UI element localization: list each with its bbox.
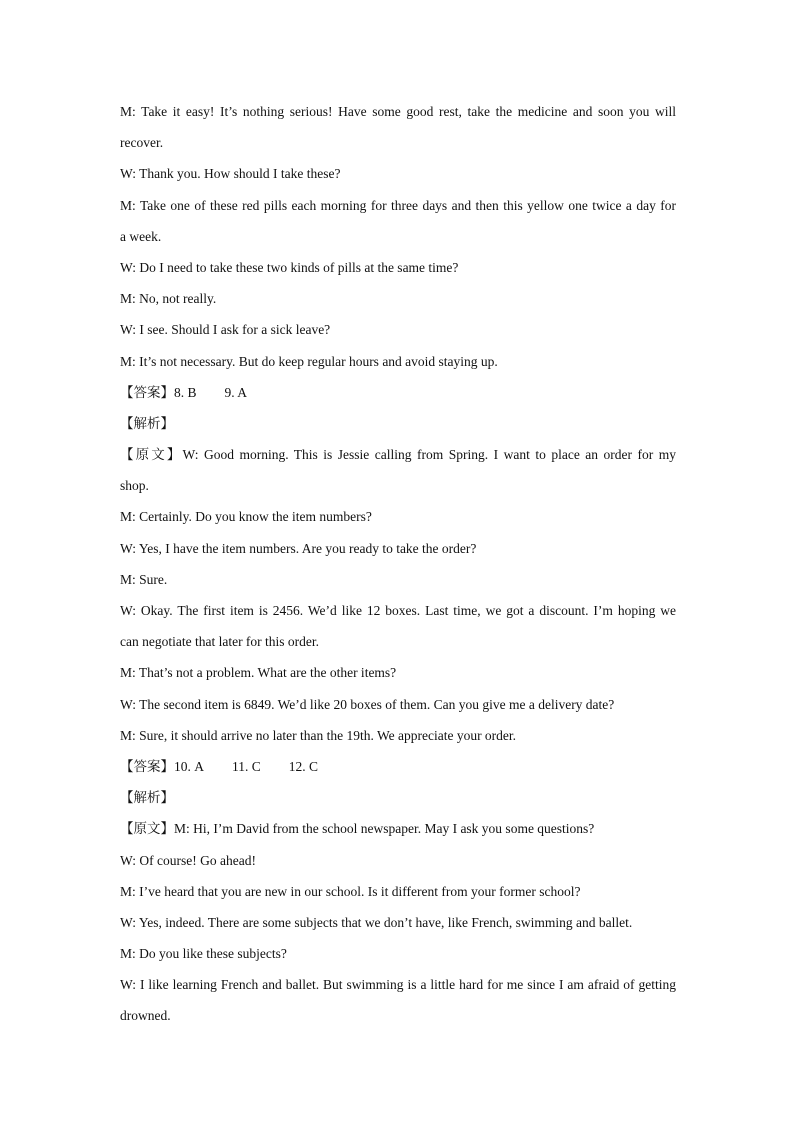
original-text-line (120, 813, 676, 844)
text-line: W: Do I need to take these two kinds of pills at the same time? (120, 259, 459, 275)
text-line: a week. (120, 228, 162, 244)
text-line: M: Sure. (120, 571, 168, 587)
answer-item: 8. B (174, 384, 197, 400)
original-text-line (120, 439, 676, 470)
text-line: M: Take one of these red pills each morning for three days and then this yellow one twice a day for (120, 197, 676, 213)
text-line: W: Yes, indeed. There are some subjects that we don’t have, like French, swimming and ballet. (120, 914, 633, 930)
original-text: M: Hi, I’m David from the school newspaper. May I ask you some questions? (174, 821, 595, 837)
text-line: W: Of course! Go ahead! (120, 852, 256, 868)
analysis-heading: 【解析】 (120, 415, 174, 432)
text-line: M: I’ve heard that you are new in our school. Is it different from your former school? (120, 883, 581, 899)
text-line: W: I see. Should I ask for a sick leave? (120, 322, 331, 338)
original-text: W: Good morning. This is Jessie calling from Spring. I want to place an order for my (182, 447, 676, 463)
text-line: M: It’s not necessary. But do keep regular hours and avoid staying up. (120, 353, 498, 369)
answer-tag: 【答案】 (120, 384, 174, 401)
text-line: M: Do you like these subjects? (120, 946, 287, 962)
document-body (120, 96, 676, 1032)
text-line: W: Okay. The first item is 2456. We’d like 12 boxes. Last time, we got a discount. I’m hoping we (120, 603, 676, 618)
text-line: can negotiate that later for this order. (120, 634, 320, 650)
text-line: M: No, not really. (120, 291, 217, 307)
analysis-heading: 【解析】 (120, 790, 174, 807)
text-line: shop. (120, 478, 149, 494)
text-line: M: Sure, it should arrive no later than the 19th. We appreciate your order. (120, 727, 517, 743)
answer-line (120, 751, 676, 782)
text-line: W: The second item is 6849. We’d like 20 boxes of them. Can you give me a delivery date? (120, 696, 615, 712)
text-line: drowned. (120, 1008, 171, 1024)
answer-item: 9. A (224, 384, 248, 400)
answer-tag: 【答案】 (120, 758, 174, 775)
answer-item: 10. A (174, 758, 204, 774)
original-tag: 【原文】 (120, 821, 174, 838)
text-line: M: Certainly. Do you know the item numbers? (120, 509, 372, 525)
text-line: W: I like learning French and ballet. But swimming is a little hard for me since I am afraid of getting (120, 977, 676, 993)
original-tag: 【原文】 (120, 447, 183, 464)
text-line: M: That’s not a problem. What are the other items? (120, 665, 397, 681)
answer-line (120, 377, 676, 408)
text-line: M: Take it easy! It’s nothing serious! Have some good rest, take the medicine and soon you will (120, 104, 676, 119)
answer-item: 11. C (232, 758, 261, 774)
text-line: W: Thank you. How should I take these? (120, 166, 341, 182)
text-line: W: Yes, I have the item numbers. Are you ready to take the order? (120, 540, 477, 556)
answer-item: 12. C (288, 758, 319, 774)
text-line: recover. (120, 135, 164, 151)
